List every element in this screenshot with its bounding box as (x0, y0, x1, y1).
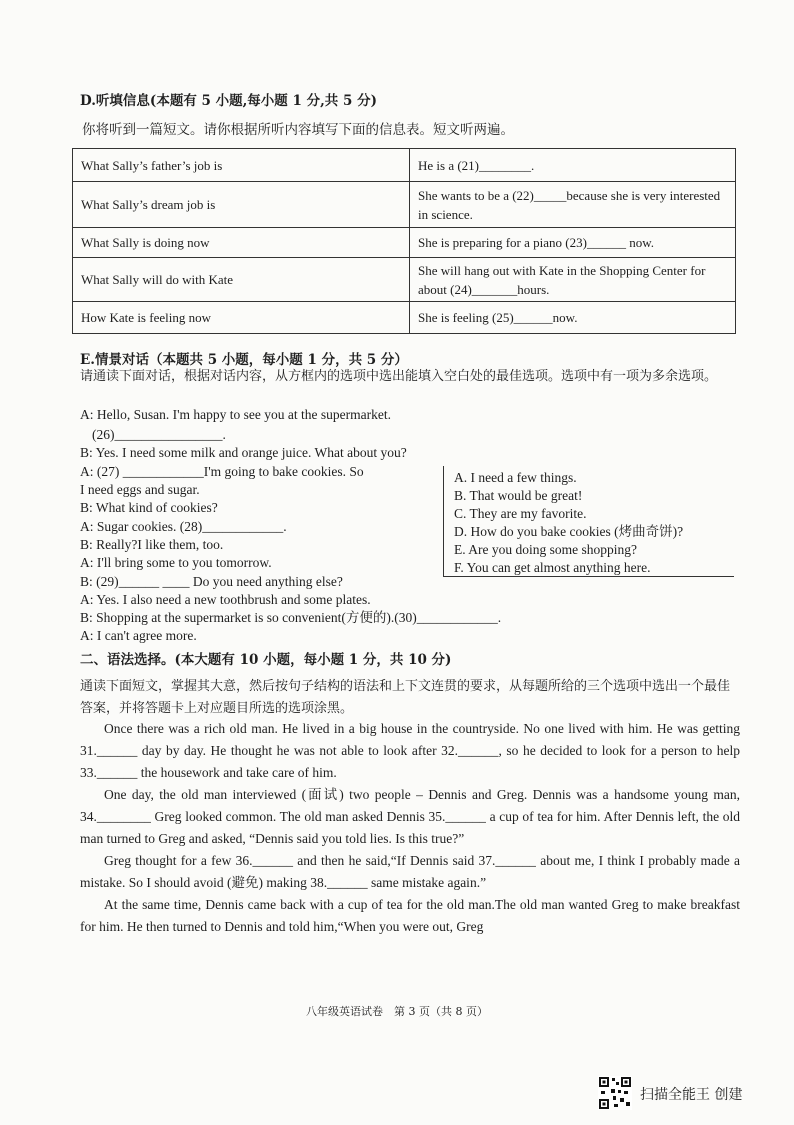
section-e-instruction: 请通读下面对话，根据对话内容，从方框内的选项中选出能填入空白处的最佳选项。选项中有一项为多余选项。 (80, 369, 718, 384)
section-e-title: E.情景对话（本题共 5 小题，每小题 1 分，共 5 分） (80, 352, 408, 368)
scanner-watermark: 扫描全能王 创建 (640, 1087, 743, 1103)
table-cell-right: She is feeling (25)______now. (410, 302, 736, 334)
option-item: B. That would be great! (454, 488, 583, 503)
passage-paragraph: One day, the old man interviewed (面试) two people – Dennis and Greg. Dennis was a handsome young man, 34.________ Greg looked common. The old man asked Dennis 35.______ a cup of tea for him. After Dennis left, the old man turned to Greg and asked, “Dennis said you told lies. Is this true?” (80, 787, 740, 846)
table-cell-right: She wants to be a (22)_____because she is very interested in science. (410, 182, 736, 228)
dialogue-line: B: What kind of cookies? (80, 500, 218, 515)
table-row (73, 149, 736, 182)
table-row (73, 258, 736, 302)
section-d-instruction: 你将听到一篇短文。请你根据所听内容填写下面的信息表。短文听两遍。 (82, 122, 514, 138)
table-cell-right: He is a (21)________. (410, 149, 736, 182)
dialogue-line: I need eggs and sugar. (80, 482, 200, 497)
dialogue-line: B: Shopping at the supermarket is so convenient(方便的).(30)____________. (80, 610, 502, 625)
option-item: A. I need a few things. (454, 470, 577, 485)
option-item: F. You can get almost anything here. (454, 560, 651, 575)
table-row (73, 228, 736, 258)
table-cell-left: What Sally is doing now (73, 228, 410, 258)
dialogue-line: A: Yes. I also need a new toothbrush and some plates. (80, 592, 371, 607)
passage (80, 718, 740, 938)
page-footer: 八年级英语试卷 第 3 页（共 8 页） (306, 1005, 488, 1018)
option-item: E. Are you doing some shopping? (454, 542, 637, 557)
dialogue-line: B: Really?I like them, too. (80, 537, 224, 552)
info-table (72, 148, 736, 334)
table-cell-right: She is preparing for a piano (23)______ now. (410, 228, 736, 258)
dialogue-line: B: (29)______ ____ Do you need anything else? (80, 574, 343, 589)
options-box (443, 466, 734, 577)
passage-paragraph: At the same time, Dennis came back with a cup of tea for the old man.The old man wanted Greg to make breakfast for him. He then turned to Dennis and told him,“When you were out, Greg (80, 897, 740, 934)
grammar-instruction: 通读下面短文，掌握其大意，然后按句子结构的语法和上下文连贯的要求，从每题所给的三个选项中选出一个最佳答案，并将答题卡上对应题目所选的选项涂黑。 (80, 679, 731, 716)
table-cell-left: What Sally will do with Kate (73, 258, 410, 302)
dialogue-line: A: I can't agree more. (80, 628, 197, 643)
dialogue-line: (26)________________. (92, 427, 226, 442)
dialogue-line: A: (27) ____________I'm going to bake cookies. So (80, 464, 364, 479)
table-row (73, 302, 736, 334)
table-cell-left: What Sally’s dream job is (73, 182, 410, 228)
qr-code-icon (598, 1076, 632, 1110)
passage-paragraph: Greg thought for a few 36.______ and then he said,“If Dennis said 37.______ about me, I think I probably made a mistake. So I should avoid (避免) making 38.______ same mistake again.” (80, 853, 740, 890)
passage-paragraph: Once there was a rich old man. He lived in a big house in the countryside. No one lived with him. He was getting 31.______ day by day. He thought he was not able to look after 32.______, so he decided to look for a person to help 33.______ the housework and take care of him. (80, 721, 740, 780)
dialogue-line: A: Sugar cookies. (28)____________. (80, 519, 287, 534)
table-cell-left: What Sally’s father’s job is (73, 149, 410, 182)
grammar-section-title: 二、语法选择。(本大题有 10 小题，每小题 1 分，共 10 分) (80, 652, 452, 668)
option-item: D. How do you bake cookies (烤曲奇饼)? (454, 524, 684, 539)
dialogue-line: B: Yes. I need some milk and orange juice. What about you? (80, 445, 407, 460)
table-cell-right: She will hang out with Kate in the Shopping Center for about (24)_______hours. (410, 258, 736, 302)
section-d-title: D.听填信息(本题有 5 小题,每小题 1 分,共 5 分) (80, 93, 377, 109)
option-item: C. They are my favorite. (454, 506, 587, 521)
dialogue-line: A: I'll bring some to you tomorrow. (80, 555, 272, 570)
table-cell-left: How Kate is feeling now (73, 302, 410, 334)
dialogue-line: A: Hello, Susan. I'm happy to see you at the supermarket. (80, 407, 391, 422)
table-row (73, 182, 736, 228)
